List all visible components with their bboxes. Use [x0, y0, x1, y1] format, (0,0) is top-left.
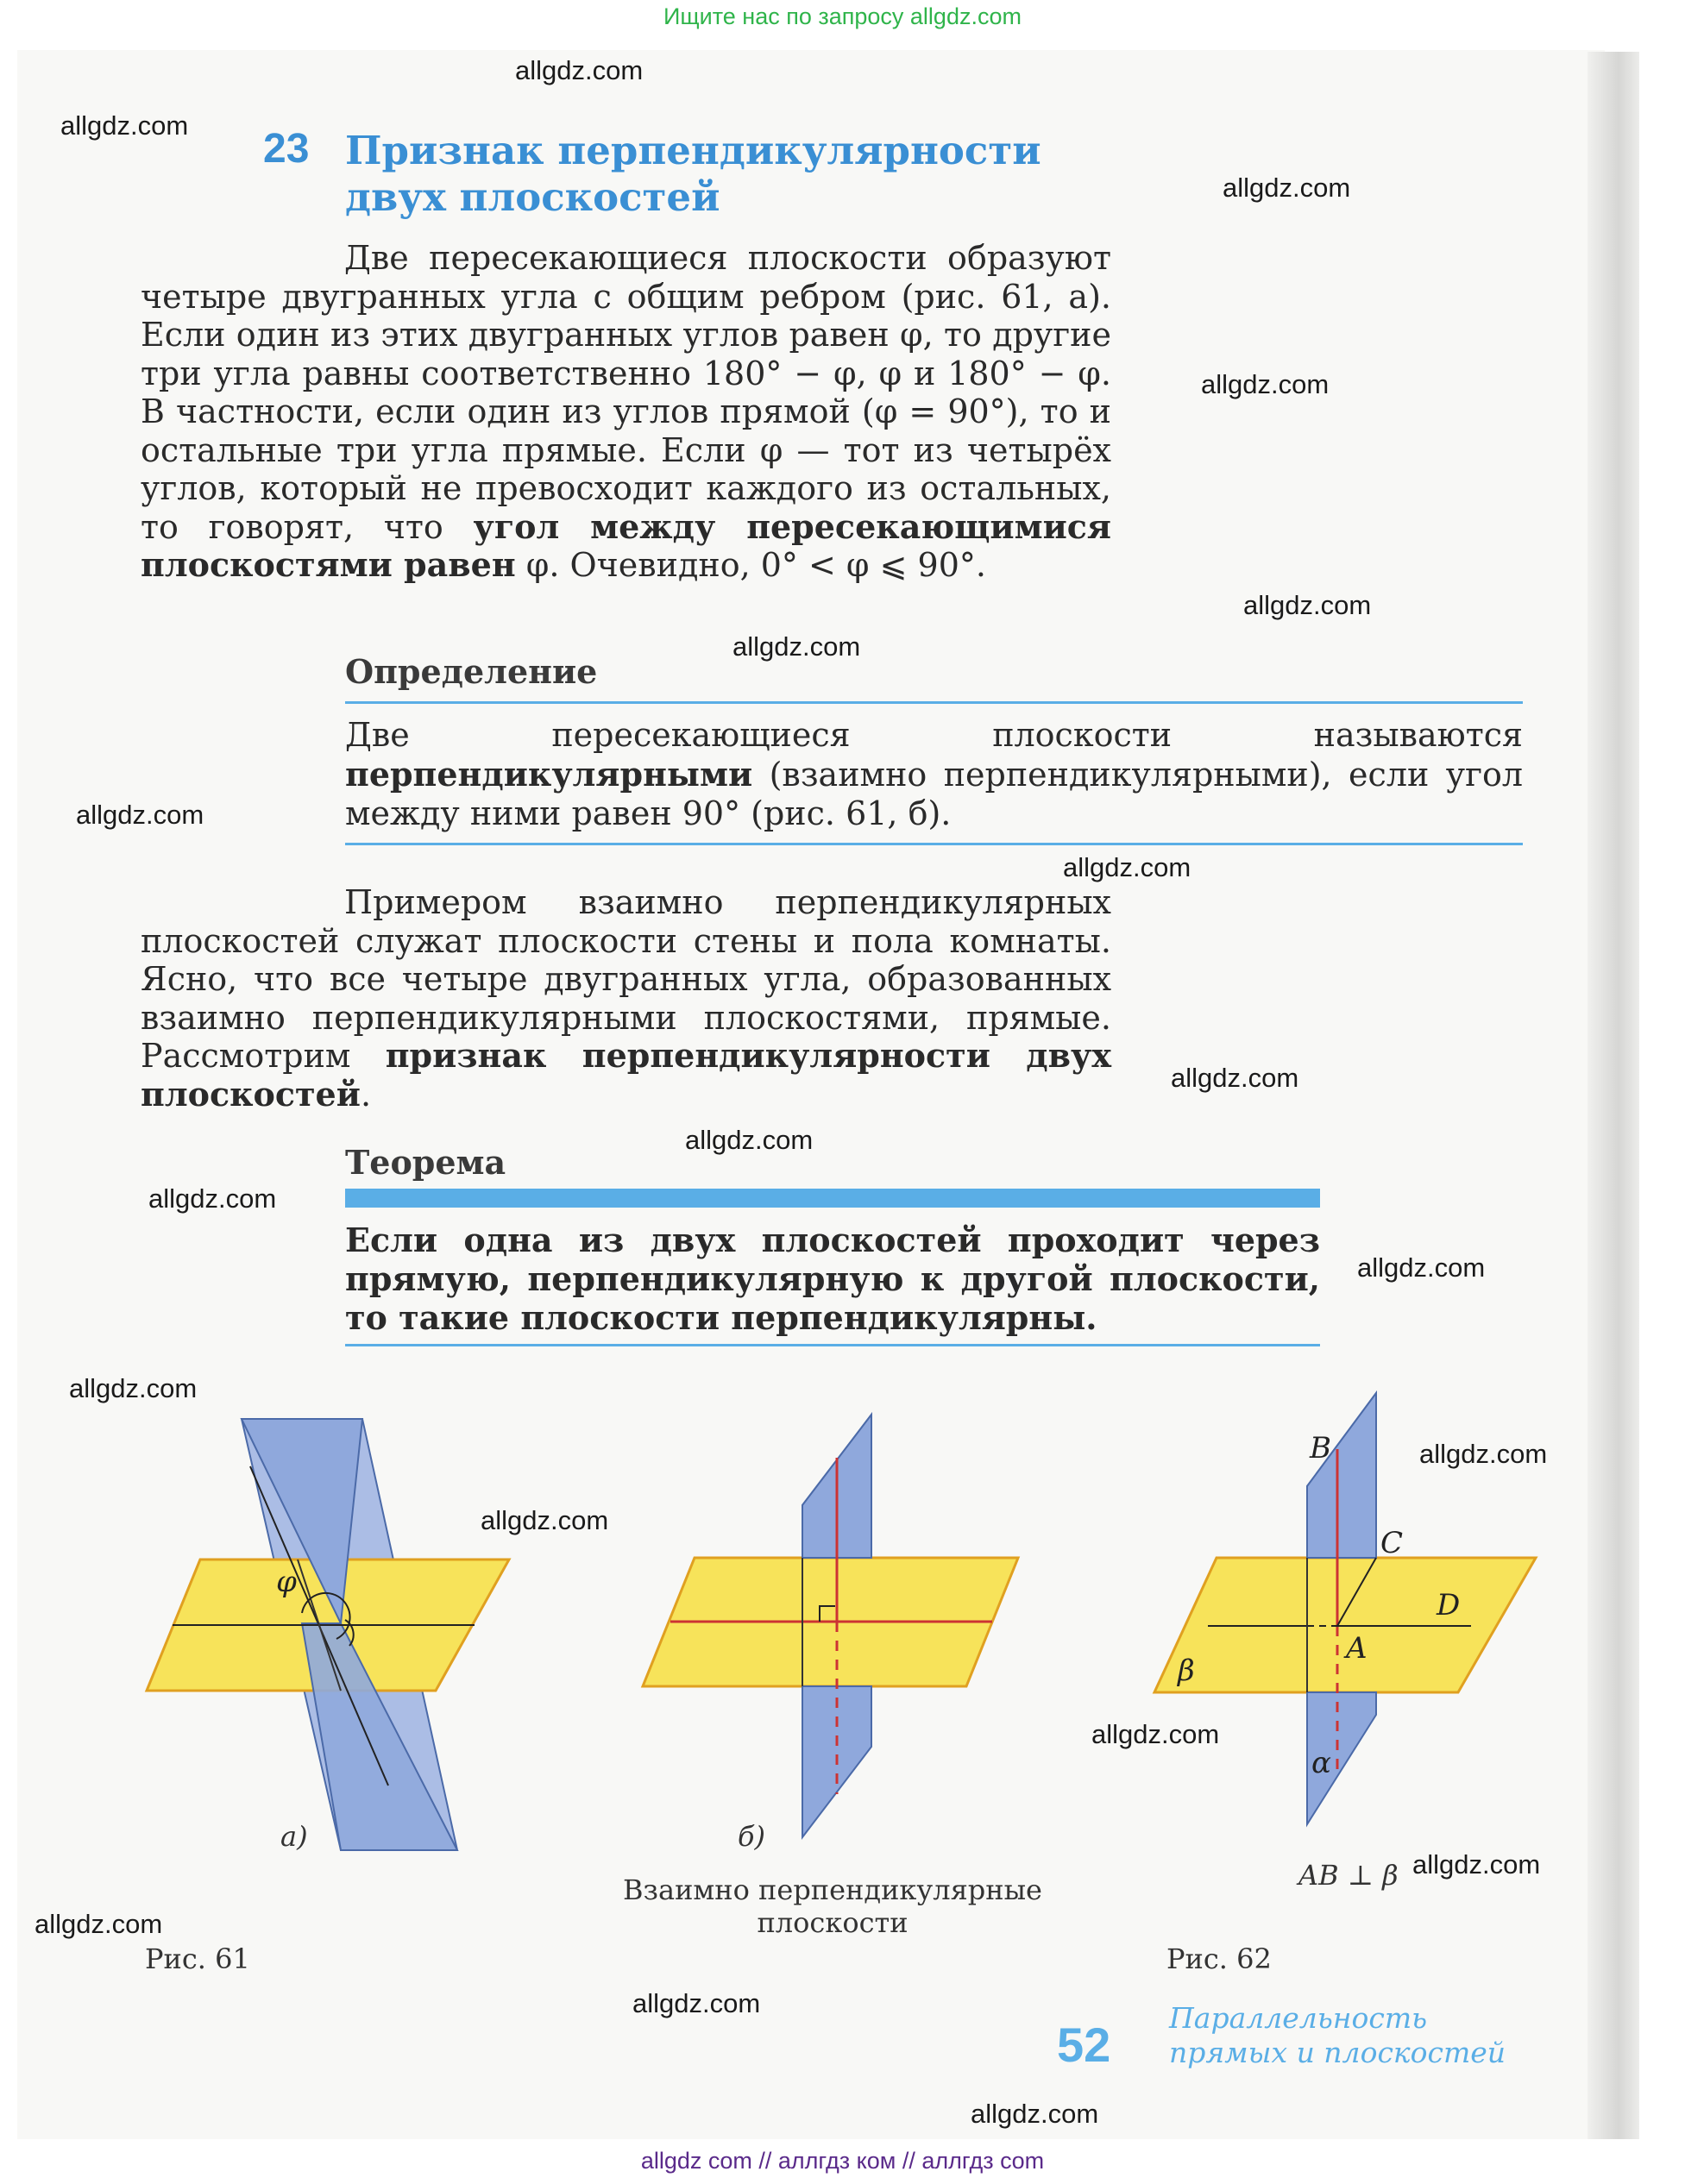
figure-61b: [643, 1415, 1018, 1837]
footer-links[interactable]: allgdz com // аллгдз ком // аллгдз com: [640, 2148, 1045, 2174]
watermark-10: allgdz.com: [685, 1125, 814, 1155]
watermark-6: allgdz.com: [732, 631, 861, 662]
watermark-3: allgdz.com: [1223, 173, 1351, 203]
fig62-point-d: D: [1437, 1588, 1461, 1622]
watermark-7: allgdz.com: [76, 800, 204, 830]
definition-heading: Определение: [345, 652, 598, 691]
fig62-relation: AB ⊥ β: [1298, 1859, 1399, 1892]
fig62-alpha-plane-top: [1307, 1393, 1376, 1558]
chapter-title: Параллельность прямых и плоскостей: [1169, 2001, 1506, 2069]
definition-text: Две пересекающиеся плоскости называются перпендикулярными (взаимно перпендикулярными), если угол между ними равен 90° (рис. 61, б).: [345, 716, 1523, 832]
watermark-14: allgdz.com: [1419, 1439, 1548, 1469]
fig61a-phi-label: φ: [276, 1565, 297, 1599]
watermark-16: allgdz.com: [1091, 1719, 1220, 1749]
example-paragraph: Примером взаимно перпендикулярных плоскостей служат плоскости стены и пола комнаты. Ясно, что все четыре двугранных угла, образованных взаимно перпендикулярными плоскостями, прямые. Рассмотрим признак перпендикулярности двух плоскостей.: [141, 883, 1111, 1114]
fig62-point-b: B: [1310, 1431, 1331, 1465]
fig61-number: Рис. 61: [145, 1942, 250, 1975]
watermark-12: allgdz.com: [1357, 1252, 1486, 1283]
fig61b-label: б): [738, 1820, 766, 1853]
fig62-point-c: C: [1380, 1526, 1404, 1560]
term-perpendicularity-criterion: признак перпендикулярности двух плоскостей: [141, 1036, 1111, 1114]
watermark-11: allgdz.com: [148, 1183, 277, 1214]
section-number: 23: [263, 126, 310, 172]
watermark-5: allgdz.com: [1243, 590, 1372, 620]
watermark-8: allgdz.com: [1063, 852, 1191, 882]
watermark-1: allgdz.com: [515, 55, 644, 85]
fig62-point-a: A: [1346, 1631, 1367, 1666]
watermark-18: allgdz.com: [35, 1909, 163, 1939]
search-banner[interactable]: Ищите нас по запросу allgdz.com: [663, 3, 1022, 29]
fig61a-label: а): [280, 1820, 308, 1853]
fig62-beta-label: β: [1178, 1654, 1195, 1688]
watermark-13: allgdz.com: [69, 1373, 198, 1403]
term-perpendicular: перпендикулярными: [345, 755, 753, 794]
watermark-9: allgdz.com: [1171, 1063, 1299, 1093]
section-title-line2: двух плоскостей: [345, 174, 720, 220]
fig61-caption: Взаимно перпендикулярные плоскости: [623, 1873, 1042, 1939]
watermark-19: allgdz.com: [632, 1988, 761, 2018]
figure-61a: [147, 1419, 509, 1850]
watermark-4: allgdz.com: [1201, 369, 1330, 399]
watermark-2: allgdz.com: [60, 110, 189, 141]
term-angle-between-planes: угол между пересекающимися плоскостями равен: [141, 506, 1111, 584]
intro-paragraph: Две пересекающиеся плоскости образуют четыре двугранных угла с общим ребром (рис. 61, а). Если один из этих двугранных углов равен φ, то другие три угла равны соответственно 180° − φ, φ и 180° − φ. В частности, если один из углов прямой (φ = 90°), то и остальные три угла прямые. Если φ — тот из четырёх углов, который не превосходит каждого из остальных, то говорят, что угол между пересекающимися плоскостями равен φ. Очевидно, 0° < φ ⩽ 90°.: [141, 239, 1111, 584]
watermark-17: allgdz.com: [1412, 1849, 1541, 1880]
watermark-20: allgdz.com: [971, 2099, 1099, 2129]
watermark-15: allgdz.com: [481, 1505, 609, 1535]
fig62-number: Рис. 62: [1166, 1942, 1272, 1975]
fig62-alpha-label: α: [1311, 1746, 1331, 1780]
section-title-line1: Признак перпендикулярности: [345, 128, 1041, 173]
page-number: 52: [1057, 2018, 1111, 2072]
theorem-text: Если одна из двух плоскостей проходит через прямую, перпендикулярную к другой плоскости, то такие плоскости перпендикулярны.: [345, 1221, 1320, 1337]
theorem-heading: Теорема: [345, 1143, 506, 1182]
